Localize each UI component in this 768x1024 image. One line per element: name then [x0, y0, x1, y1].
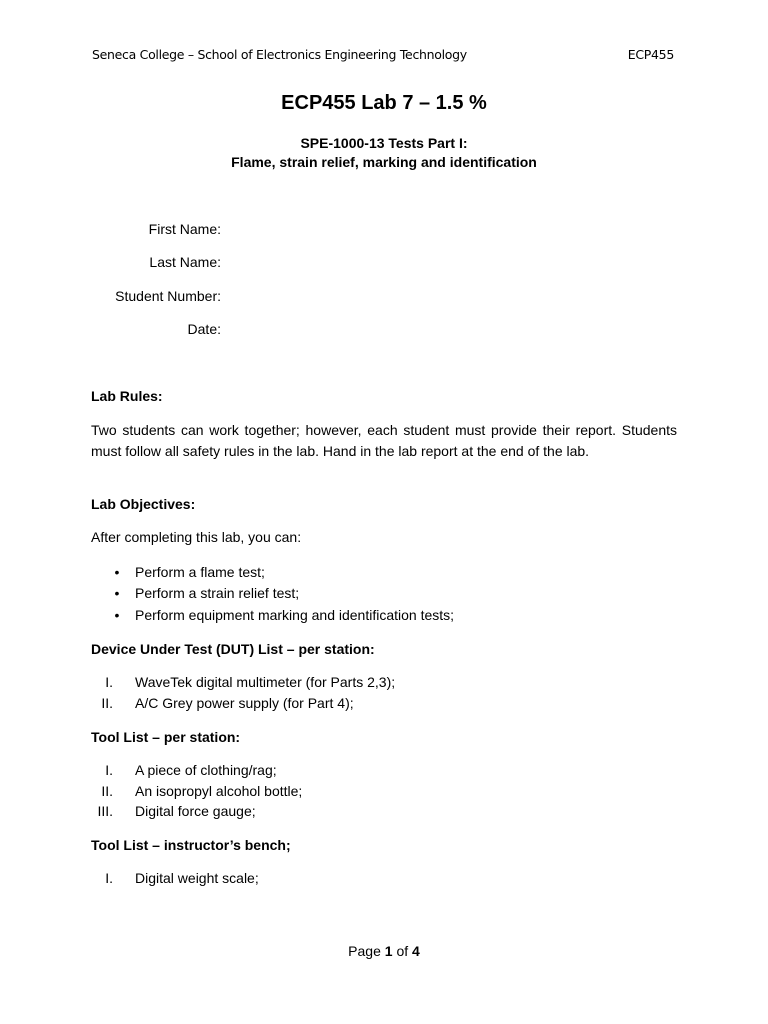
header-course-code: ECP455: [627, 47, 674, 62]
document-title: ECP455 Lab 7 – 1.5 %: [281, 92, 487, 114]
footer-of: of: [396, 943, 409, 959]
lab-objectives-heading: Lab Objectives:: [91, 496, 196, 512]
bullet-icon: •: [114, 607, 120, 623]
list-marker: I.: [105, 870, 113, 886]
lab-objectives-intro: After completing this lab, you can:: [91, 529, 302, 545]
tool-list-bench-heading: Tool List – instructor’s bench;: [91, 837, 291, 853]
bullet-icon: •: [114, 564, 120, 580]
list-marker: I.: [105, 674, 113, 690]
list-marker: II.: [101, 695, 113, 711]
page-number-footer: [0, 943, 768, 959]
header-left-text: Seneca College – School of Electronics Engineering Technology: [92, 47, 467, 62]
bullet-icon: •: [114, 585, 120, 601]
list-marker: I.: [105, 762, 113, 778]
first-name-label: First Name:: [148, 221, 221, 237]
last-name-label: Last Name:: [149, 254, 221, 270]
objective-item-text: Perform a flame test;: [135, 564, 265, 580]
list-marker: II.: [101, 783, 113, 799]
footer-total-pages: 4: [412, 943, 420, 959]
lab-rules-text: Two students can work together; however, each student must provide their report. Students must follow all safety rules in the lab. Hand in the lab report at the end of the lab.: [91, 422, 677, 459]
tool-item-text: A piece of clothing/rag;: [135, 762, 277, 778]
list-marker: III.: [97, 803, 113, 819]
objective-item-text: Perform a strain relief test;: [135, 585, 300, 601]
footer-page-prefix: Page: [348, 943, 381, 959]
objective-item-text: Perform equipment marking and identification tests;: [135, 607, 455, 623]
document-subtitle-line2: Flame, strain relief, marking and identification: [231, 154, 537, 170]
tool-item-text: Digital force gauge;: [135, 803, 256, 819]
dut-item-text: A/C Grey power supply (for Part 4);: [135, 695, 354, 711]
bench-item-text: Digital weight scale;: [135, 870, 259, 886]
dut-item-text: WaveTek digital multimeter (for Parts 2,3);: [135, 674, 396, 690]
tool-list-station-heading: Tool List – per station:: [91, 729, 241, 745]
lab-rules-heading: Lab Rules:: [91, 388, 163, 404]
dut-list-heading: Device Under Test (DUT) List – per station:: [91, 641, 375, 657]
footer-current-page: 1: [384, 943, 393, 959]
date-label: Date:: [187, 321, 221, 337]
student-number-label: Student Number:: [115, 288, 221, 304]
tool-item-text: An isopropyl alcohol bottle;: [135, 783, 303, 799]
document-subtitle-line1: SPE-1000-13 Tests Part I:: [300, 135, 468, 151]
